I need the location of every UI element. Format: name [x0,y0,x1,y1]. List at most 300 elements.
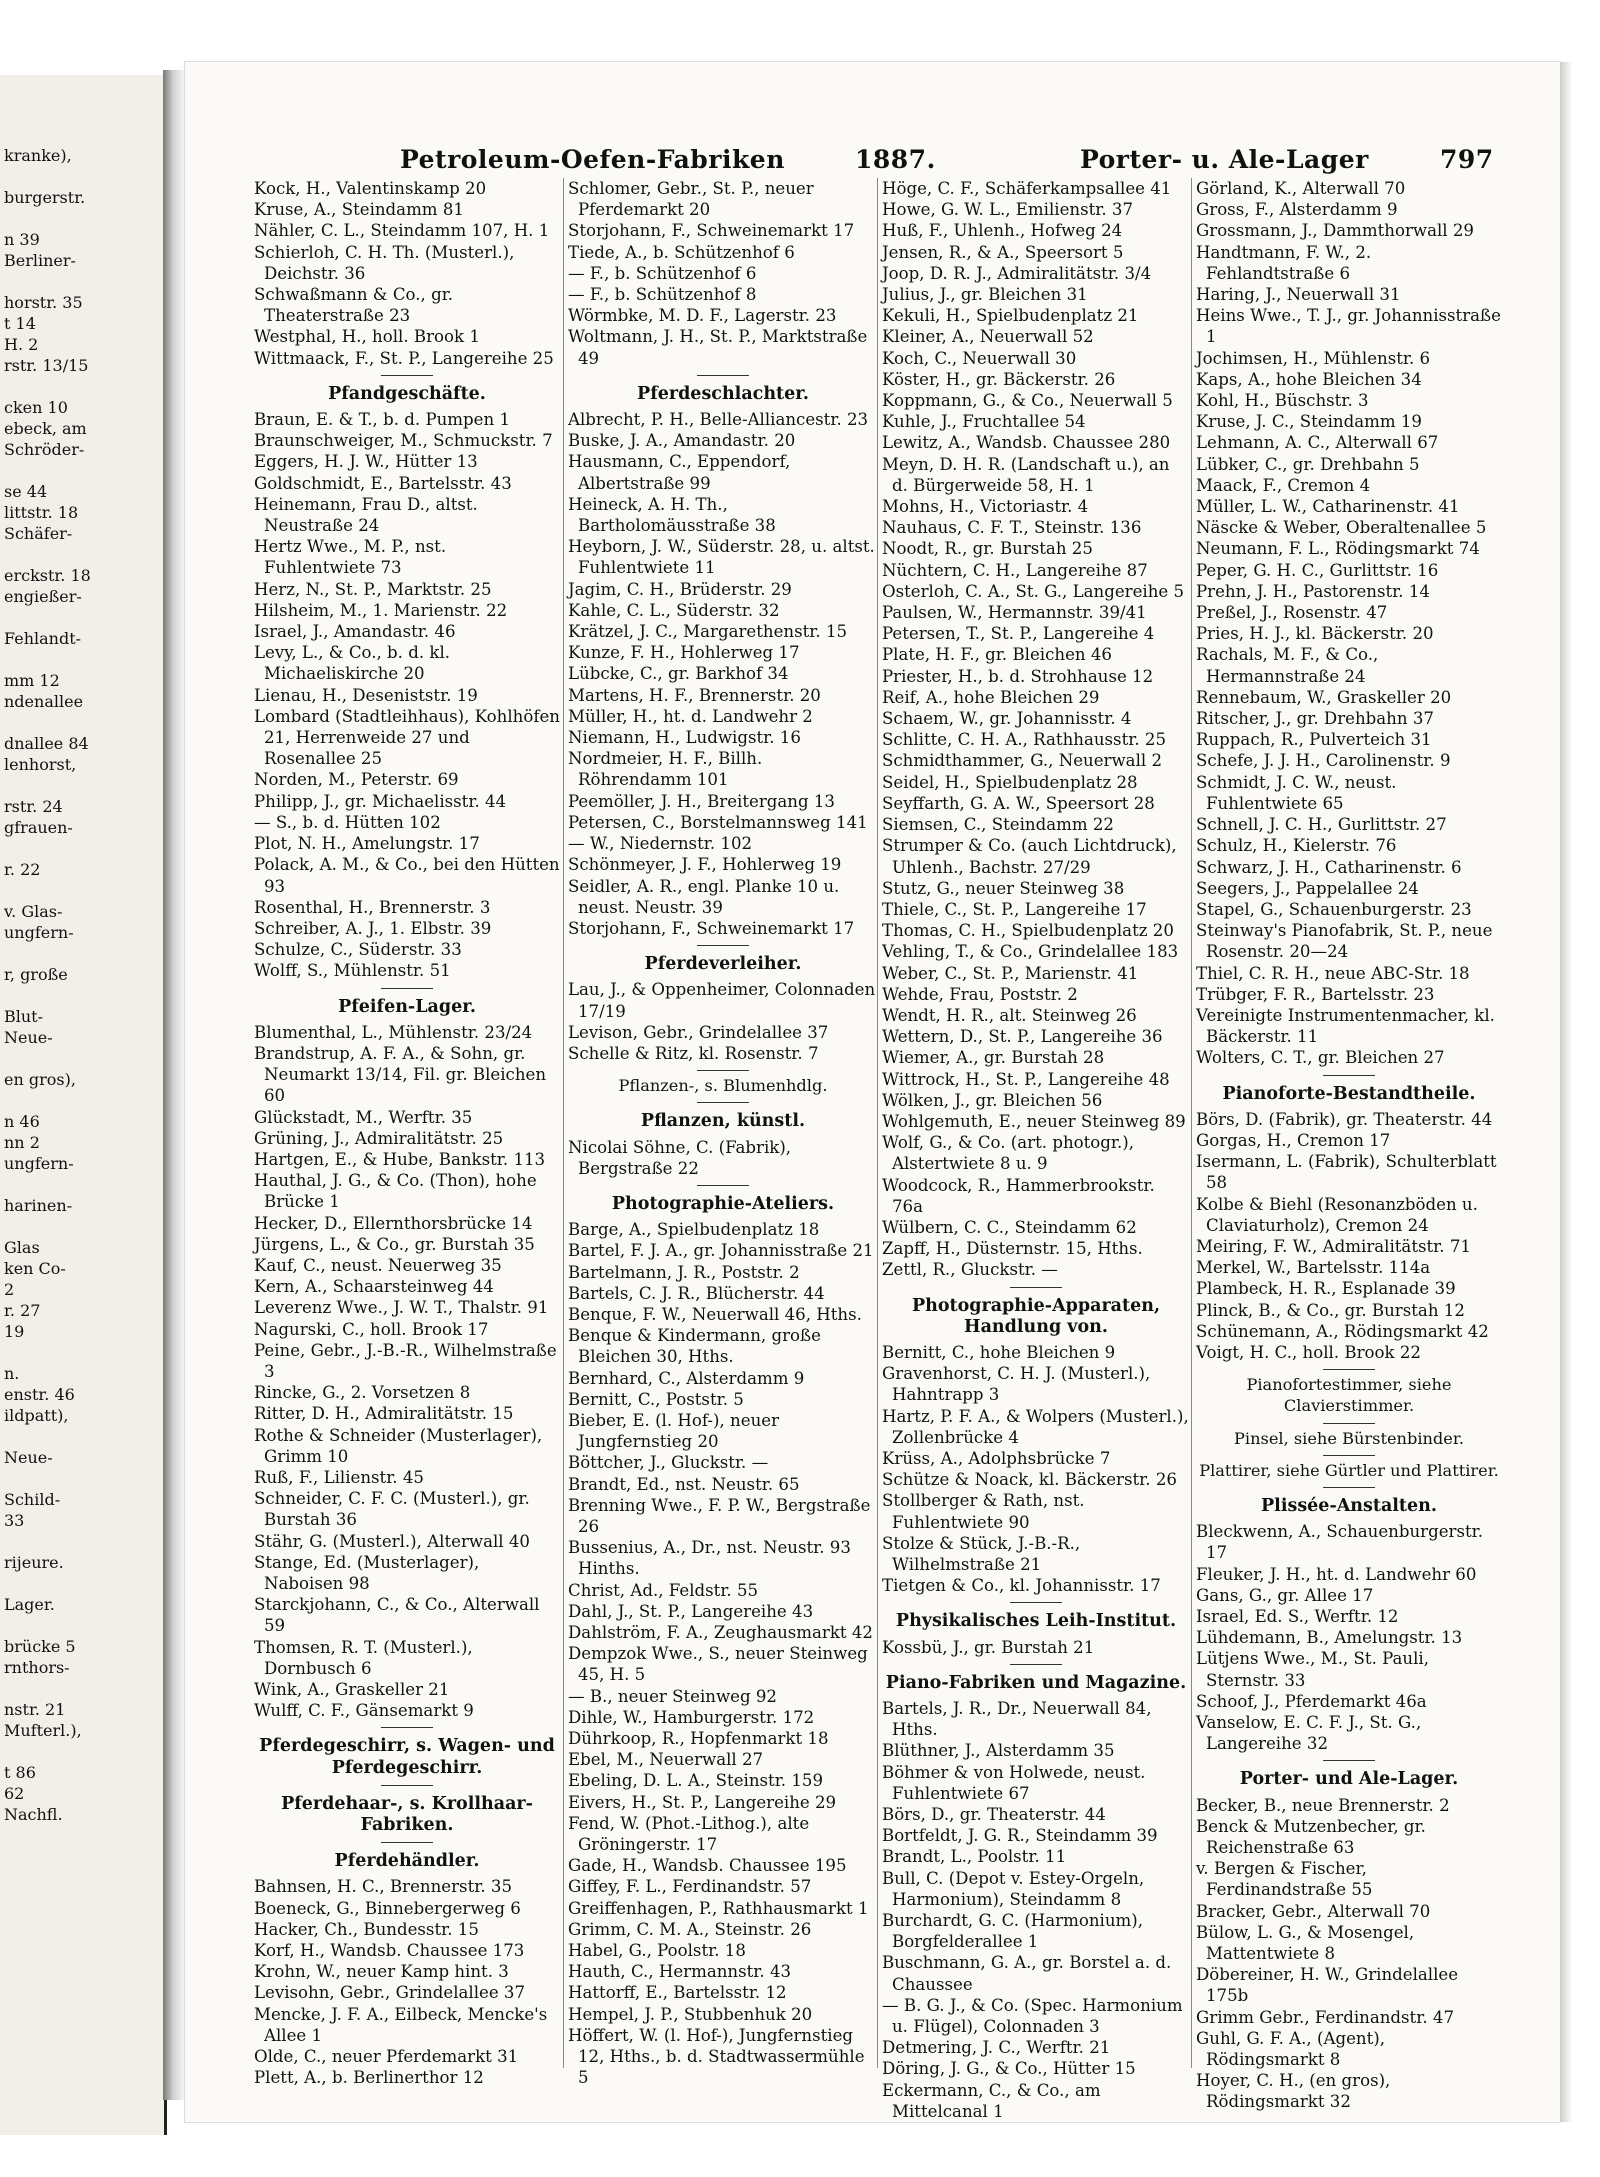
margin-fragment: ungfern- [4,1154,74,1173]
margin-fragment [4,776,164,797]
section-divider [381,988,433,989]
directory-entry: Schmidthammer, G., Neuerwall 2 [882,751,1163,771]
directory-entry: Reif, A., hohe Bleichen 29 [882,687,1100,707]
directory-entry: Wittrock, H., St. P., Langereihe 48 [882,1069,1170,1089]
directory-entry: Seyffarth, G. A. W., Speersort 28 [882,793,1155,813]
directory-entry: Rachals, M. F., & Co., Hermannstraße 24 [1196,645,1379,686]
directory-entry: Rincke, G., 2. Vorsetzen 8 [254,1383,471,1403]
directory-entry: Rennebaum, W., Graskeller 20 [1196,687,1452,707]
directory-entry: Albrecht, P. H., Belle-Alliancestr. 23 [568,410,869,430]
directory-entry: Bartelmann, J. R., Poststr. 2 [568,1262,800,1282]
directory-entry: Nordmeier, H. F., Billh. Röhrendamm 101 [568,749,763,790]
directory-entry: Heins Wwe., T. J., gr. Johannisstraße 1 [1196,306,1501,347]
margin-fragment [4,1742,164,1763]
directory-entry: Lühdemann, B., Amelungstr. 13 [1196,1628,1463,1648]
directory-entry: Paulsen, W., Hermannstr. 39/41 [882,603,1147,623]
column-1 [254,178,560,2088]
section-divider [381,1727,433,1728]
directory-entry: Thomsen, R. T. (Musterl.), Dornbusch 6 [254,1637,473,1678]
directory-entry: Norden, M., Peterstr. 69 [254,770,459,790]
adjacent-page-fragment [0,75,167,2135]
directory-entry: — B., neuer Steinweg 92 [568,1686,777,1706]
margin-fragment: v. Glas- [4,902,63,921]
directory-entry: Isermann, L. (Fabrik), Schulterblatt 58 [1196,1152,1497,1193]
directory-entry: Petersen, C., Borstelmannsweg 141 [568,812,868,832]
margin-fragment: Fehlandt- [4,629,82,648]
margin-fragment [4,1049,164,1070]
margin-fragment: horstr. 35 [4,293,83,312]
section-heading: Plissée-Anstalten. [1261,1495,1437,1516]
directory-entry: Schnell, J. C. H., Gurlittstr. 27 [1196,815,1447,835]
margin-fragment: harinen- [4,1196,73,1215]
directory-entry: Westphal, H., holl. Brook 1 [254,327,480,347]
directory-entry: Neumann, F. L., Rödingsmarkt 74 [1196,539,1480,559]
section-divider [1010,1287,1062,1288]
directory-entry: Näscke & Weber, Oberaltenallee 5 [1196,518,1487,538]
margin-fragment: rijeure. [4,1553,64,1572]
directory-entry: Ruß, F., Lilienstr. 45 [254,1467,424,1487]
section-heading: Pferdehändler. [334,1851,480,1872]
directory-entry: Dahl, J., St. P., Langereihe 43 [568,1601,814,1621]
directory-entry: Giffey, F. L., Ferdinandstr. 57 [568,1877,812,1897]
directory-entry: Buske, J. A., Amandastr. 20 [568,431,796,451]
directory-entry: Schulz, H., Kielerstr. 76 [1196,836,1397,856]
directory-entry: Plett, A., b. Berlinerthor 12 [254,2068,484,2088]
directory-entry: Maack, F., Cremon 4 [1196,475,1371,495]
directory-entry: Priester, H., b. d. Strohhause 12 [882,666,1154,686]
directory-entry: Burchardt, G. C. (Harmonium), Borgfelderallee 1 [882,1911,1143,1952]
directory-entry: Prehn, J. H., Pastorenstr. 14 [1196,581,1430,601]
directory-entry: Grüning, J., Admiralitätstr. 25 [254,1128,504,1148]
section-heading: Physikalisches Leih-Institut. [895,1611,1177,1632]
directory-entry: Peemöller, J. H., Breitergang 13 [568,791,835,811]
directory-entry: Schelle & Ritz, kl. Rosenstr. 7 [568,1043,819,1063]
directory-entry: Tietgen & Co., kl. Johannisstr. 17 [882,1576,1161,1596]
section-divider [381,1842,433,1843]
section-heading: Pflanzen, künstl. [640,1111,806,1132]
directory-entry: Fend, W. (Phot.-Lithog.), alte Gröningerstr. 17 [568,1813,810,1855]
directory-entry: Schünemann, A., Rödingsmarkt 42 [1196,1321,1489,1341]
margin-fragment: brücke 5 [4,1637,76,1656]
directory-entry: Wink, A., Graskeller 21 [254,1680,450,1700]
directory-entry: Eckermann, C., & Co., am Mittelcanal 1 [882,2080,1101,2121]
directory-entry: Gans, G., gr. Allee 17 [1196,1585,1374,1605]
margin-fragment: r. 27 [4,1301,41,1320]
directory-entry: Kohl, H., Büschstr. 3 [1196,391,1369,411]
directory-entry: Koch, C., Neuerwall 30 [882,348,1077,368]
margin-fragment: engießer- [4,587,82,606]
directory-entry: Kleiner, A., Neuerwall 52 [882,327,1094,347]
margin-fragment: kranke), [4,146,72,165]
directory-entry: Schoof, J., Pferdemarkt 46a [1196,1691,1427,1711]
directory-entry: Görland, K., Alterwall 70 [1196,179,1406,198]
margin-fragment: ebeck, am [4,419,87,438]
directory-entry: Schaem, W., gr. Johannisstr. 4 [882,709,1132,729]
directory-entry: Detmering, J. C., Werftr. 21 [882,2038,1111,2058]
margin-fragment [4,167,164,188]
directory-entry: Habel, G., Poolstr. 18 [568,1941,746,1961]
margin-fragment: r. 22 [4,860,41,879]
directory-entry: Preßel, J., Rosenstr. 47 [1196,603,1388,623]
directory-entry: Haring, J., Neuerwall 31 [1196,285,1401,305]
directory-entry: Thiel, C. R. H., neue ABC-Str. 18 [1196,963,1470,983]
margin-fragment: ndenallee [4,692,84,711]
directory-entry: Kekuli, H., Spielbudenplatz 21 [882,306,1139,326]
section-divider [381,375,433,376]
directory-entry: Schulze, C., Süderstr. 33 [254,940,462,960]
directory-entry: Bortfeldt, J. G. R., Steindamm 39 [882,1826,1158,1846]
directory-entry: Blüthner, J., Alsterdamm 35 [882,1741,1115,1761]
directory-entry: Kaps, A., hohe Bleichen 34 [1196,369,1422,389]
margin-fragment [4,1343,164,1364]
margin-fragment: ildpatt), [4,1406,69,1425]
directory-entry: Weber, C., St. P., Marienstr. 41 [882,963,1139,983]
directory-entry: Levy, L., & Co., b. d. kl. Michaeliskirche 20 [254,643,451,684]
directory-entry: Eggers, H. J. W., Hütter 13 [254,452,478,472]
directory-entry: Döring, J. G., & Co., Hütter 15 [882,2059,1136,2079]
directory-entry: Lütjens Wwe., M., St. Pauli, Sternstr. 33 [1196,1649,1430,1690]
directory-entry: Bahnsen, H. C., Brennerstr. 35 [254,1877,513,1897]
directory-entry: Grimm, C. M. A., Steinstr. 26 [568,1919,812,1939]
margin-fragment: t 86 [4,1763,36,1782]
directory-entry: Schönmeyer, J. F., Hohlerweg 19 [568,855,842,875]
margin-fragment: n 39 [4,230,40,249]
margin-fragment: littstr. 18 [4,503,79,522]
section-divider [697,1185,749,1186]
directory-entry: Osterloh, C. A., St. G., Langereihe 5 [882,581,1185,601]
directory-entry: Plambeck, H. R., Esplanade 39 [1196,1279,1456,1299]
directory-entry: Bernitt, C., Poststr. 5 [568,1389,744,1409]
directory-entry: Wittmaack, F., St. P., Langereihe 25 [254,348,554,368]
directory-entry: Bartels, J. R., Dr., Neuerwall 84, Hths. [882,1699,1152,1740]
directory-entry: Hartz, P. F. A., & Wolpers (Musterl.), Zollenbrücke 4 [882,1406,1189,1447]
directory-entry: Braunschweiger, M., Schmuckstr. 7 [254,431,553,451]
directory-entry: Siemsen, C., Steindamm 22 [882,815,1114,835]
directory-entry: Korf, H., Wandsb. Chaussee 173 [254,1941,525,1961]
directory-entry: Vehling, T., & Co., Grindelallee 183 [882,942,1179,962]
margin-fragment: mm 12 [4,671,60,690]
directory-entry: Stolze & Stück, J.-B.-R., Wilhelmstraße 21 [882,1533,1081,1574]
directory-entry: Hilsheim, M., 1. Marienstr. 22 [254,600,508,620]
column-3 [882,178,1190,2121]
margin-fragment: H. 2 [4,335,39,354]
directory-entry: Kolbe & Biehl (Resonanzböden u. Claviaturholz), Cremon 24 [1196,1194,1478,1235]
margin-fragment [4,881,164,902]
section-heading: Pferdeschlachter. [637,383,809,404]
directory-entry: Joop, D. R. J., Admiralitätstr. 3/4 [882,263,1152,283]
directory-entry: Lombard (Stadtleihhaus), Kohlhöfen 21, Herrenweide 27 und Rosenallee 25 [254,706,560,769]
directory-entry: Braun, E. & T., b. d. Pumpen 1 [254,410,510,430]
directory-entry: Pries, H. J., kl. Bäckerstr. 20 [1196,624,1434,644]
margin-fragment: ken Co- [4,1259,66,1278]
directory-entry: Storjohann, F., Schweinemarkt 17 [568,918,855,938]
directory-entry: Hauthal, J. G., & Co. (Thon), hohe Brücke 1 [254,1171,537,1212]
directory-entry: Kossbü, J., gr. Burstah 21 [882,1637,1095,1657]
directory-entry: Handtmann, F. W., 2. Fehlandtstraße 6 [1196,242,1372,283]
directory-entry: v. Bergen & Fischer, Ferdinandstraße 55 [1196,1859,1373,1900]
directory-entry: Bracker, Gebr., Alterwall 70 [1196,1901,1431,1921]
directory-entry: Wehde, Frau, Poststr. 2 [882,984,1078,1004]
directory-entry: Seidler, A. R., engl. Planke 10 u. neust. Neustr. 39 [568,876,840,917]
directory-entry: Plinck, B., & Co., gr. Burstah 12 [1196,1300,1465,1320]
directory-entry: Martens, H. F., Brennerstr. 20 [568,685,821,705]
directory-entry: Kern, A., Schaarsteinweg 44 [254,1277,494,1297]
margin-fragment: lenhorst, [4,755,77,774]
directory-entry: Levisohn, Gebr., Grindelallee 37 [254,1983,526,2003]
directory-entry: Döbereiner, H. W., Grindelallee 175b [1196,1965,1459,2006]
directory-entry: Steinway's Pianofabrik, St. P., neue Rosenstr. 20—24 [1196,921,1493,962]
section-heading: Pfandgeschäfte. [328,383,486,404]
directory-entry: Eivers, H., St. P., Langereihe 29 [568,1792,837,1812]
directory-entry: Philipp, J., gr. Michaelisstr. 44 [254,791,507,811]
column-4 [1196,178,1502,2112]
margin-fragment [4,1091,164,1112]
year: 1887. [855,145,936,174]
margin-fragment: 33 [4,1511,25,1530]
directory-entry: Wolff, S., Mühlenstr. 51 [254,961,451,981]
directory-entry: Kock, H., Valentinskamp 20 [254,179,487,198]
section-heading: Photographie-Apparaten, Handlung von. [911,1295,1161,1337]
directory-entry: Becker, B., neue Brennerstr. 2 [1196,1795,1450,1815]
directory-entry: Gross, F., Alsterdamm 9 [1196,200,1398,220]
page-edge [1560,62,1572,2122]
margin-fragment: Schröder- [4,440,85,459]
section-divider [1323,1369,1375,1370]
directory-entry: Kruse, J. C., Steindamm 19 [1196,412,1422,432]
margin-fragment [4,650,164,671]
margin-fragment: nn 2 [4,1133,40,1152]
directory-entry: Meiring, F. W., Admiralitätstr. 71 [1196,1236,1471,1256]
margin-fragment: 19 [4,1322,25,1341]
directory-entry: Böttcher, J., Gluckstr. — [568,1453,769,1473]
directory-entry: Julius, J., gr. Bleichen 31 [882,285,1088,305]
book-gutter [163,70,185,2100]
directory-entry: Wolf, G., & Co. (art. photogr.), Alstertwiete 8 u. 9 [882,1133,1135,1174]
section-heading: Pianoforte-Bestandtheile. [1222,1083,1476,1104]
directory-entry: Hecker, D., Ellernthorsbrücke 14 [254,1213,533,1233]
margin-fragment: 62 [4,1784,25,1803]
margin-fragment: Schäfer- [4,524,73,543]
column-rule [563,178,564,2068]
column-rule [1191,178,1192,2068]
directory-entry: Thiele, C., St. P., Langereihe 17 [882,899,1147,919]
section-divider [1323,1455,1375,1456]
directory-entry: Vanselow, E. C. F. J., St. G., Langereihe 32 [1196,1713,1422,1754]
directory-entry: Heineck, A. H. Th., Bartholomäusstraße 38 [568,494,776,536]
directory-entry: Börs, D. (Fabrik), gr. Theaterstr. 44 [1196,1109,1493,1129]
directory-entry: Merkel, W., Bartelsstr. 114a [1196,1258,1431,1278]
section-divider [697,1070,749,1071]
section-divider [381,1785,433,1786]
directory-entry: Schierloh, C. H. Th. (Musterl.), Deichstr. 36 [254,242,515,283]
margin-fragment: Lager. [4,1595,55,1614]
directory-entry: Nähler, C. L., Steindamm 107, H. 1 [254,221,550,241]
section-heading: Porter- und Ale-Lager. [1239,1769,1459,1790]
directory-entry: Kahle, C. L., Süderstr. 32 [568,600,780,620]
directory-entry: Benck & Mutzenbecher, gr. Reichenstraße 63 [1196,1816,1426,1858]
margin-fragment [4,986,164,1007]
directory-entry: Olde, C., neuer Pferdemarkt 31 [254,2047,519,2067]
directory-entry: — F., b. Schützenhof 6 [568,263,757,283]
directory-entry: Wendt, H. R., alt. Steinweg 26 [882,1005,1137,1025]
directory-entry: Boeneck, G., Binnebergerweg 6 [254,1898,521,1918]
directory-entry: Christ, Ad., Feldstr. 55 [568,1580,759,1600]
margin-fragment: se 44 [4,482,48,501]
margin-fragment [4,1469,164,1490]
directory-entry: Rothe & Schneider (Musterlager), Grimm 10 [254,1425,543,1466]
section-title-left: Petroleum-Oefen-Fabriken [400,145,785,174]
directory-entry: Hacker, Ch., Bundesstr. 15 [254,1919,479,1939]
margin-fragment: Nachfl. [4,1805,63,1824]
directory-entry: Krüss, A., Adolphsbrücke 7 [882,1448,1111,1468]
directory-entry: Müller, L. W., Catharinenstr. 41 [1196,497,1460,517]
directory-entry: Dührkoop, R., Hopfenmarkt 18 [568,1729,829,1749]
directory-entry: Thomas, C. H., Spielbudenplatz 20 [882,921,1174,941]
directory-entry: Bernitt, C., hohe Bleichen 9 [882,1342,1116,1362]
directory-entry: Nagurski, C., holl. Brook 17 [254,1319,489,1339]
margin-fragment [4,461,164,482]
directory-entry: Mohns, H., Victoriastr. 4 [882,497,1089,517]
directory-entry: Krohn, W., neuer Kamp hint. 3 [254,1962,509,1982]
margin-fragment [4,377,164,398]
directory-entry: Plate, H. F., gr. Bleichen 46 [882,645,1112,665]
directory-entry: Niemann, H., Ludwigstr. 16 [568,728,801,748]
directory-entry: Wettern, D., St. P., Langereihe 36 [882,1027,1163,1047]
directory-entry: Jochimsen, H., Mühlenstr. 6 [1196,348,1431,368]
directory-entry: Wölken, J., gr. Bleichen 56 [882,1090,1103,1110]
margin-fragment [4,1217,164,1238]
directory-entry: Heinemann, Frau D., altst. Neustraße 24 [254,494,478,536]
directory-entry: Bull, C. (Depot v. Estey-Orgeln, Harmonium), Steindamm 8 [882,1868,1145,1909]
directory-entry: Noodt, R., gr. Burstah 25 [882,539,1093,559]
directory-entry: Lübker, C., gr. Drehbahn 5 [1196,454,1420,474]
directory-entry: Barge, A., Spielbudenplatz 18 [568,1220,820,1240]
directory-entry: Heyborn, J. W., Süderstr. 28, u. altst. Fuhlentwiete 11 [568,537,875,578]
directory-entry: Benque, F. W., Neuerwall 46, Hths. [568,1304,862,1324]
margin-fragment [4,545,164,566]
margin-fragment [4,608,164,629]
directory-entry: Polack, A. M., & Co., bei den Hütten 93 [254,855,560,896]
margin-fragment: n. [4,1364,20,1383]
margin-fragment: Neue- [4,1448,53,1467]
column-2 [568,178,878,2088]
directory-entry: Hempel, J. P., Stubbenhuk 20 [568,2004,813,2024]
directory-entry: — F., b. Schützenhof 8 [568,285,757,305]
margin-fragment: rstr. 13/15 [4,356,89,375]
directory-entry: Nicolai Söhne, C. (Fabrik), Bergstraße 22 [568,1137,792,1178]
section-divider [1323,1487,1375,1488]
directory-entry: Ebeling, D. L. A., Steinstr. 159 [568,1771,824,1791]
margin-fragment: Mufterl.), [4,1721,82,1740]
section-divider [697,1102,749,1103]
directory-entry: Börs, D., gr. Theaterstr. 44 [882,1805,1106,1825]
directory-entry: Kauf, C., neust. Neuerweg 35 [254,1255,502,1275]
margin-fragment [4,209,164,230]
directory-entry: Jensen, R., & A., Speersort 5 [882,242,1124,262]
directory-entry: Hoyer, C. H., (en gros), Rödingsmarkt 32 [1196,2071,1391,2112]
directory-entry: Storjohann, F., Schweinemarkt 17 [568,221,855,241]
margin-fragment [4,272,164,293]
directory-entry: Brandt, Ed., nst. Neustr. 65 [568,1474,800,1494]
section-heading: Pferdeverleiher. [644,954,802,975]
directory-entry: Kunze, F. H., Hohlerweg 17 [568,643,800,663]
directory-entry: Plot, N. H., Amelungstr. 17 [254,834,480,854]
directory-entry: Howe, G. W. L., Emilienstr. 37 [882,200,1134,220]
directory-entry: Lau, J., & Oppenheimer, Colonnaden 17/19 [568,980,876,1021]
directory-entry: Mencke, J. F. A., Eilbeck, Mencke's Allee 1 [254,2004,548,2045]
margin-fragment: n 46 [4,1112,40,1131]
directory-entry: Leverenz Wwe., J. W. T., Thalstr. 91 [254,1298,549,1318]
directory-entry: Schmidt, J. C. W., neust. Fuhlentwiete 65 [1196,772,1397,813]
directory-entry: Trübger, F. R., Bartelsstr. 23 [1196,984,1435,1004]
section-divider [1323,1760,1375,1761]
directory-entry: Nauhaus, C. F. T., Steinstr. 136 [882,518,1142,538]
margin-fragment: Neue- [4,1028,53,1047]
directory-entry: Jürgens, L., & Co., gr. Burstah 35 [254,1234,535,1254]
directory-entry: Böhmer & von Holwede, neust. Fuhlentwiete 67 [882,1762,1146,1803]
directory-entry: Grossmann, J., Dammthorwall 29 [1196,221,1474,241]
directory-entry: Bülow, L. G., & Mosengel, Mattentwiete 8 [1196,1922,1415,1964]
section-divider [1010,1664,1062,1665]
directory-entry: — S., b. d. Hütten 102 [254,812,441,832]
directory-entry: Stähr, G. (Musterl.), Alterwall 40 [254,1531,530,1551]
section-divider [1323,1423,1375,1424]
directory-entry: Lewitz, A., Wandsb. Chaussee 280 [882,433,1171,453]
section-heading: Pfeifen-Lager. [338,996,476,1017]
directory-entry: Dahlström, F. A., Zeughausmarkt 42 [568,1623,873,1642]
directory-entry: Guhl, G. F. A., (Agent), Rödingsmarkt 8 [1196,2028,1385,2070]
directory-entry: — W., Niedernstr. 102 [568,834,753,854]
directory-entry: Stollberger & Rath, nst. Fuhlentwiete 90 [882,1491,1085,1532]
margin-fragment: cken 10 [4,398,68,417]
directory-entry: Ritscher, J., gr. Drehbahn 37 [1196,709,1434,729]
directory-entry: Jagim, C. H., Brüderstr. 29 [568,579,792,599]
directory-entry: — B. G. J., & Co. (Spec. Harmonium u. Flügel), Colonnaden 3 [882,1995,1183,2037]
directory-entry: Israel, Ed. S., Werftr. 12 [1196,1607,1399,1626]
directory-entry: Wolters, C. T., gr. Bleichen 27 [1196,1048,1445,1068]
cross-reference: Pianofortestimmer, siehe Clavierstimmer. [1246,1375,1452,1416]
section-heading: Piano-Fabriken und Magazine. [885,1672,1187,1693]
directory-entry: Kruse, A., Steindamm 81 [254,200,464,220]
directory-entry: Koppmann, G., & Co., Neuerwall 5 [882,391,1173,411]
section-divider [1010,1602,1062,1603]
directory-entry: Herz, N., St. P., Marktstr. 25 [254,579,492,599]
directory-entry: Fleuker, J. H., ht. d. Landwehr 60 [1196,1564,1477,1584]
page-number: 797 [1440,145,1494,174]
directory-entry: Meyn, D. H. R. (Landschaft u.), an d. Bürgerweide 58, H. 1 [882,454,1170,495]
directory-entry: Seegers, J., Pappelallee 24 [1196,878,1419,898]
directory-entry: Lienau, H., Deseniststr. 19 [254,685,478,705]
directory-entry: Grimm Gebr., Ferdinandstr. 47 [1196,2007,1455,2027]
directory-entry: Hauth, C., Hermannstr. 43 [568,1962,792,1982]
directory-entry: Bleckwenn, A., Schauenburgerstr. 17 [1196,1522,1484,1563]
margin-fragment: Glas [4,1238,40,1257]
directory-entry: Goldschmidt, E., Bartelsstr. 43 [254,473,512,493]
directory-entry: Ebel, M., Neuerwall 27 [568,1750,764,1770]
section-heading: Pferdehaar-, s. Krollhaar-Fabriken. [281,1793,533,1836]
directory-entry: Schneider, C. F. C. (Musterl.), gr. Burstah 36 [254,1489,530,1530]
directory-entry: Glückstadt, M., Werftr. 35 [254,1107,473,1127]
directory-entry: Schreiber, A. J., 1. Elbstr. 39 [254,918,492,938]
directory-entry: Kuhle, J., Fruchtallee 54 [882,412,1086,432]
margin-fragment: ungfern- [4,923,74,942]
margin-fragment [4,944,164,965]
section-divider [1323,1075,1375,1076]
margin-fragment: rstr. 24 [4,797,63,816]
directory-entry: Schlomer, Gebr., St. P., neuer Pferdemarkt 20 [568,179,814,220]
directory-entry: Lehmann, A. C., Alterwall 67 [1196,433,1439,453]
margin-fragment: Berliner- [4,251,76,270]
